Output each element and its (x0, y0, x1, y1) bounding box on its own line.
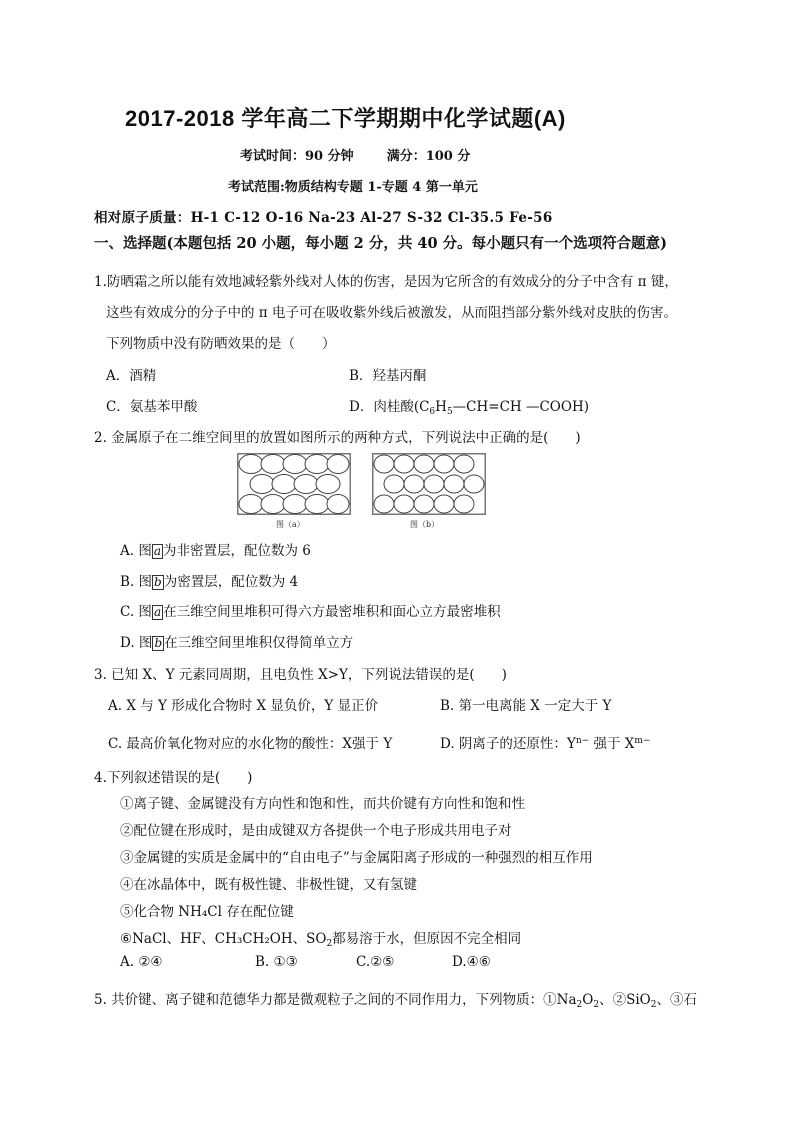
q3-option-a: A. X 与 Y 形成化合物时 X 显负价，Y 显正价 (108, 698, 379, 714)
q2-option-c-figref: a (153, 605, 162, 619)
q2-option-d-text: 在三维空间里堆积仅得简单立方 (164, 635, 354, 651)
q2-option-b-text: 为密置层，配位数为 4 (163, 574, 299, 590)
q4-statement-6-text: 都易溶于水，但原因不完全相同 (332, 931, 522, 947)
q2-option-d-label: D. 图 (120, 635, 153, 651)
q2-option-c (120, 600, 501, 620)
q4-statement-2: ②配位键在形成时，是由成键双方各提供一个电子形成共用电子对 (120, 823, 512, 839)
q2-option-b (120, 570, 298, 590)
q2-option-a-label: A. 图 (120, 543, 152, 559)
atomic-masses: 相对原子质量：H-1 C-12 O-16 Na-23 Al-27 S-32 Cl-35.5 Fe-56 (94, 210, 553, 226)
exam-time-score (240, 145, 470, 164)
q4-option-a: A. ②④ (120, 954, 163, 970)
figure-a-drawing (237, 453, 351, 515)
q3-option-d (440, 732, 650, 752)
q2-option-b-label: B. 图 (120, 574, 153, 590)
q4-statement-6-sub: 2 (326, 939, 333, 949)
figure-b-caption: 图（b） (410, 520, 440, 529)
q2-option-b-figref: b (154, 575, 162, 589)
q1-option-b: B．羟基丙酮 (349, 368, 427, 384)
q1-option-c: C．氨基苯甲酸 (106, 399, 198, 415)
q1-line1: 1.防晒霜之所以能有效地减轻紫外线对人体的伤害，是因为它所含的有效成分的分子中含有 π 键， (94, 274, 678, 290)
q5-stem-text: 、③石 (656, 992, 697, 1008)
q1-line3: 下列物质中没有防晒效果的是（ ） (106, 336, 336, 352)
q2-option-d-figref: b (154, 636, 163, 650)
q1-option-d-sub: 6 (429, 407, 436, 417)
q1-option-a: A．酒精 (106, 368, 157, 384)
figure-b-drawing (372, 453, 486, 515)
q2-option-a-text: 为非密置层，配位数为 6 (163, 543, 311, 559)
q2-option-a (120, 539, 311, 559)
q2-option-d (120, 631, 353, 651)
figure-a-caption: 图（a） (276, 520, 305, 529)
q2-stem: 2. 金属原子在二维空间里的放置如图所示的两种方式，下列说法中正确的是( ) (94, 430, 581, 446)
q4-statement-1: ①离子键、金属键没有方向性和饱和性，而共价键有方向性和饱和性 (120, 796, 525, 812)
q3-option-d-sup: n− (575, 736, 590, 746)
q1-option-d-sub: 5 (446, 407, 453, 417)
q3-stem: 3. 已知 X、Y 元素同周期，且电负性 X>Y，下列说法错误的是( ) (94, 667, 507, 683)
q5-stem-text: O (582, 992, 594, 1008)
q3-option-d-sup: m− (634, 736, 651, 746)
q4-option-c: C.②⑤ (356, 954, 395, 970)
q4-statement-6 (120, 927, 521, 947)
q4-statement-5: ⑤化合物 NH₄Cl 存在配位键 (120, 904, 294, 920)
figure-a (237, 453, 351, 515)
full-score: 满分：100 分 (386, 149, 471, 164)
q5-stem-sub: 2 (593, 1000, 600, 1010)
q4-statement-4: ④在冰晶体中，既有极性键、非极性键，又有氢键 (120, 877, 417, 893)
q1-option-d-text: —CH=CH —COOH) (452, 399, 589, 415)
q2-option-a-figref: a (153, 544, 161, 558)
q1-option-d-text: D．肉桂酸(C (349, 399, 430, 415)
exam-time: 考试时间：90 分钟 (240, 149, 354, 164)
q3-option-d-text: 强于 X (589, 736, 635, 752)
q4-statement-3: ③金属键的实质是金属中的“自由电子”与金属阳离子形成的一种强烈的相互作用 (120, 850, 593, 866)
q4-option-b: B. ①③ (255, 954, 298, 970)
q5-stem-text: 、②SiO (599, 992, 651, 1008)
q5-stem-sub: 2 (650, 1000, 657, 1010)
q2-option-c-label: C. 图 (120, 604, 152, 620)
q3-option-b: B. 第一电离能 X 一定大于 Y (440, 698, 612, 714)
q5-stem (94, 988, 697, 1008)
q3-option-c: C. 最高价氧化物对应的水化物的酸性：X强于 Y (108, 736, 393, 752)
q4-stem: 4.下列叙述错误的是( ) (94, 770, 253, 786)
q1-line2: 这些有效成分的分子中的 π 电子可在吸收紫外线后被激发，从而阻挡部分紫外线对皮肤的伤害。 (106, 305, 677, 321)
q3-option-d-text: D. 阴离子的还原性：Y (440, 736, 576, 752)
q1-option-d-text: H (435, 399, 447, 415)
q5-stem-text: 5. 共价键、离子键和范德华力都是微观粒子之间的不同作用力，下列物质：①Na (94, 992, 577, 1008)
q5-stem-sub: 2 (576, 1000, 583, 1010)
section-heading: 一、选择题(本题包括 20 小题，每小题 2 分，共 40 分。每小题只有一个选项符合题意) (94, 235, 667, 252)
q2-option-c-text: 在三维空间里堆积可得六方最密堆积和面心立方最密堆积 (163, 604, 501, 620)
q4-statement-6-text: ⑥NaCl、HF、CH₃CH₂OH、SO (120, 931, 327, 947)
figure-b (372, 453, 486, 515)
q1-option-d (349, 395, 589, 415)
exam-scope: 考试范围:物质结构专题 1-专题 4 第一单元 (228, 180, 478, 195)
q4-option-d: D.④⑥ (452, 954, 491, 970)
exam-title: 2017-2018 学年高二下学期期中化学试题(A) (125, 106, 566, 131)
